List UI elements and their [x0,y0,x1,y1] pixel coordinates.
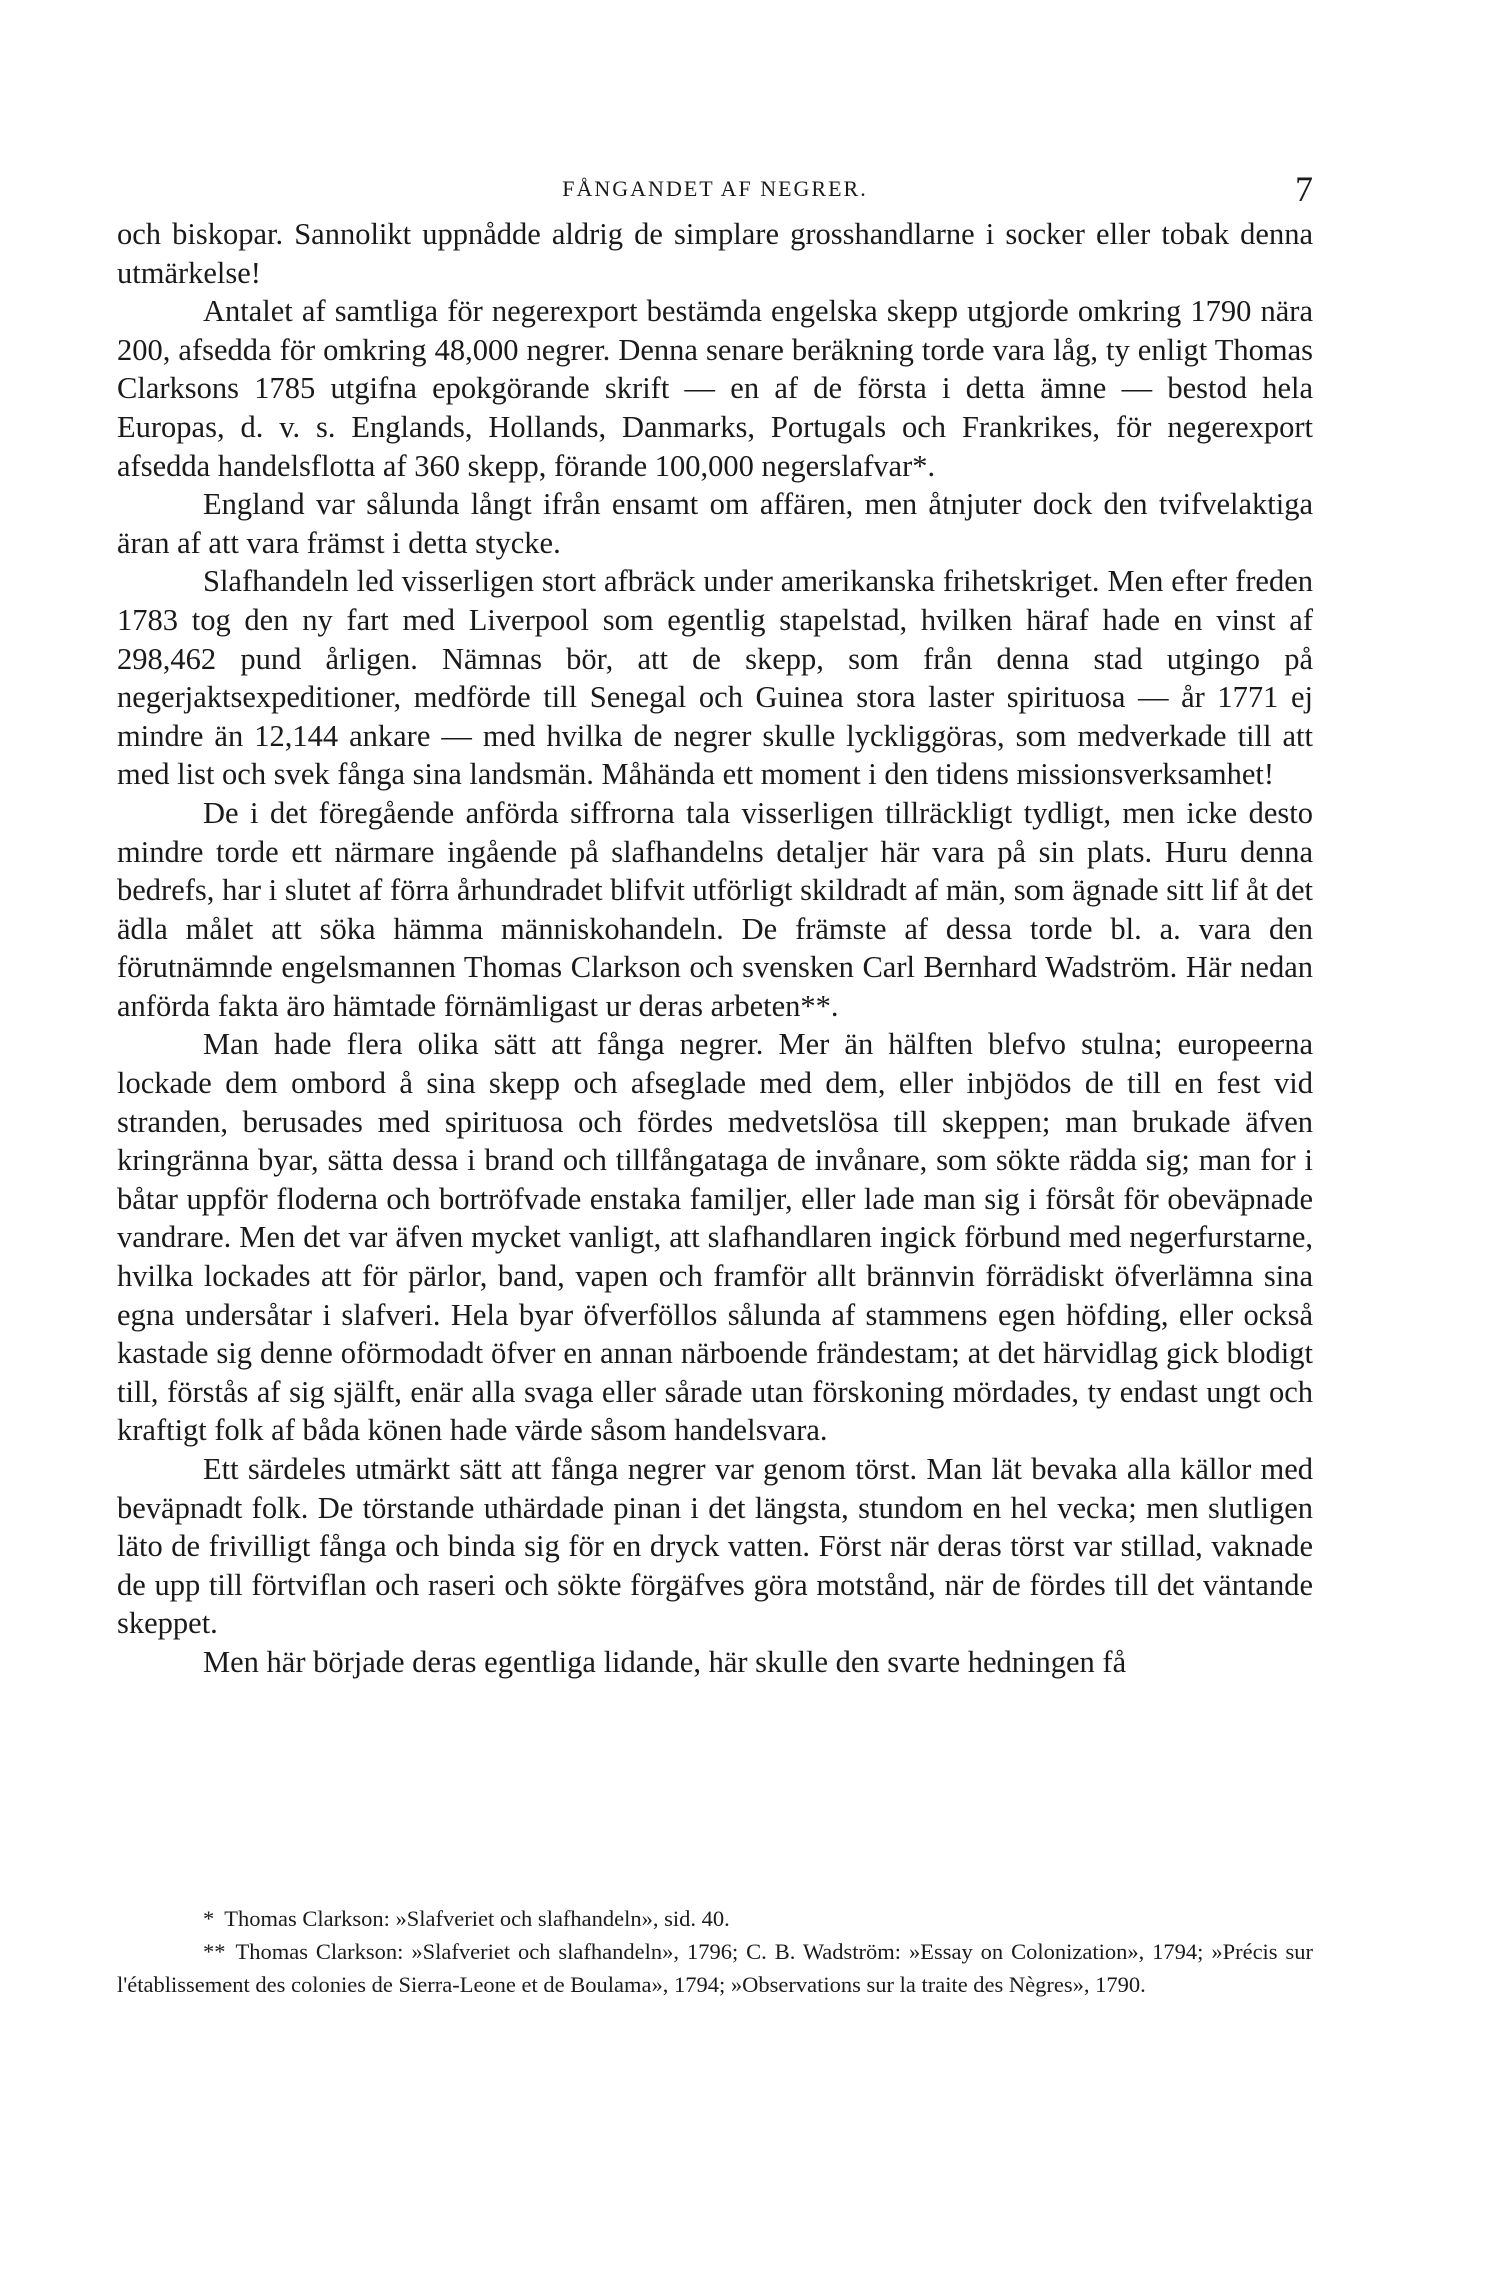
running-title: FÅNGANDET AF NEGRER. [562,176,868,201]
footnote-mark: ** [203,1939,226,1964]
paragraph: Man hade flera olika sätt att fånga negrer. Mer än hälften blefvo stulna; europeerna lockade dem ombord å sina skepp och afseglade med dem, eller inbjödos de till en fest vid stranden, berusades med spirituosa och fördes medvetslösa till skeppen; man brukade äfven kringränna byar, sätta dessa i brand och tillfångataga de invånare, som sökte rädda sig; man for i båtar uppför floderna och bortröfvade enstaka familjer, eller lade man sig i försåt för obeväpnade vandrare. Men det var äfven mycket vanligt, att slafhandlaren ingick förbund med negerfurstarne, hvilka lockades att för pärlor, band, vapen och framför allt brännvin förrädiskt öfverlämna sina egna undersåtar i slafveri. Hela byar öfverföllos sålunda af stammens egen höfding, eller också kastade sig denne oförmodadt öfver en annan närboende frändestam; at det härvidlag gick blodigt till, förstås af sig själft, enär alla svaga eller sårade utan förskoning mördades, ty endast ungt och kraftigt folk af båda könen hade värde såsom handelsvara. [117,1027,1313,1448]
footnote [117,1935,1313,2001]
paragraph: Men här började deras egentliga lidande, här skulle den svarte hedningen få [203,1644,1127,1679]
document-page [117,0,1313,2276]
footnote-mark: * [203,1906,215,1931]
paragraph: Slafhandeln led visserligen stort afbräck under amerikanska frihetskriget. Men efter freden 1783 tog den ny fart med Liverpool som egentlig stapelstad, hvilken häraf hade en vinst af 298,462 pund årligen. Nämnas bör, att de skepp, som från denna stad utgingo på negerjaktsexpeditioner, medförde till Senegal och Guinea stora laster spirituosa — år 1771 ej mindre än 12,144 ankare — med hvilka de negrer skulle lyckliggöras, som medverkade till att med list och svek fånga sina landsmän. Måhända ett moment i den tidens missionsverksamhet! [117,564,1313,792]
page-number: 7 [1295,169,1313,209]
paragraph-continued: och biskopar. Sannolikt uppnådde aldrig de simplare grosshandlarne i socker eller tobak denna utmärkelse! [117,217,1313,290]
footnote-text: Thomas Clarkson: »Slafveriet och slafhandeln», 1796; C. B. Wadström: »Essay on Colonization», 1794; »Précis sur l'établissement des colonies de Sierra-Leone et de Boulama», 1794; »Observations sur la traite des Nègres», 1790. [117,1939,1313,1997]
paragraph: England var sålunda långt ifrån ensamt om affären, men åtnjuter dock den tvifvelaktiga äran af att vara främst i detta stycke. [117,487,1313,560]
body-text [117,215,1313,1682]
footnote-text: Thomas Clarkson: »Slafveriet och slafhandeln», sid. 40. [224,1906,730,1931]
footnote [117,1902,1313,1935]
running-header [117,168,1313,208]
paragraph: Ett särdeles utmärkt sätt att fånga negrer var genom törst. Man lät bevaka alla källor med beväpnadt folk. De törstande uthärdade pinan i det längsta, stundom en hel vecka; men slutligen läto de frivilligt fånga och binda sig för en dryck vatten. Först när deras törst var stillad, vaknade de upp till förtviflan och raseri och sökte förgäfves göra motstånd, när de fördes till det väntande skeppet. [117,1452,1313,1641]
paragraph: De i det föregående anförda siffrorna tala visserligen tillräckligt tydligt, men icke desto mindre torde ett närmare ingående på slafhandelns detaljer här vara på sin plats. Huru denna bedrefs, har i slutet af förra århundradet blifvit utförligt skildradt af män, som ägnade sitt lif åt det ädla målet att söka hämma människohandeln. De främste af dessa torde bl. a. vara den förutnämnde engelsmannen Thomas Clarkson och svensken Carl Bernhard Wadström. Här nedan anförda fakta äro hämtade förnämligast ur deras arbeten**. [117,795,1313,1023]
paragraph: Antalet af samtliga för negerexport bestämda engelska skepp utgjorde omkring 1790 nära 200, afsedda för omkring 48,000 negrer. Denna senare beräkning torde vara låg, ty enligt Thomas Clarksons 1785 utgifna epokgörande skrift — en af de första i detta ämne — bestod hela Europas, d. v. s. Englands, Hollands, Danmarks, Portugals och Frankrikes, för negerexport afsedda handelsflotta af 360 skepp, förande 100,000 negerslafvar*. [117,294,1313,483]
footnotes [117,1902,1313,2001]
